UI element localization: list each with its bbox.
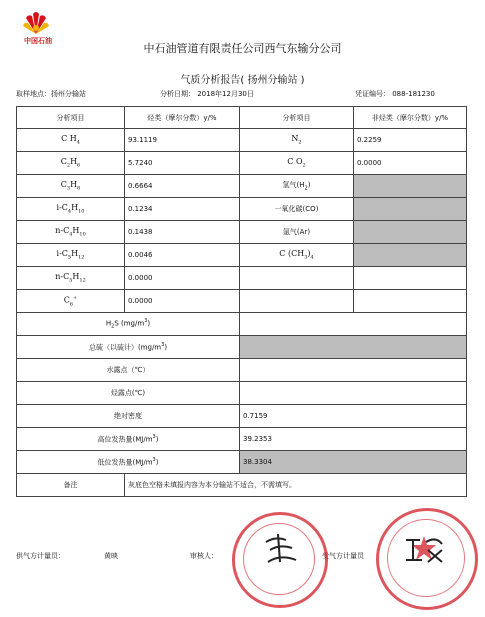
auditor-signature — [262, 532, 302, 566]
property-row — [17, 428, 467, 451]
gas-analysis-table — [16, 106, 467, 497]
header-hydrocarbon: 烃类（摩尔分数）y/% — [125, 107, 240, 129]
table-row — [17, 198, 467, 221]
component-label: $C_6^+$ — [17, 290, 125, 313]
report-title: 气质分析报告( 扬州分输站 ) — [180, 75, 305, 86]
property-label: 总硫（以硫计）$(mg/m^3)$ — [17, 336, 240, 359]
component-value: 0.1438 — [125, 221, 240, 244]
supplier-metering-name: 黄映 — [104, 552, 118, 560]
na-cell — [354, 244, 467, 267]
empty-cell — [240, 290, 354, 313]
supplier-metering-label: 供气方计量员： — [16, 552, 65, 560]
property-row — [17, 359, 467, 382]
property-label: 高位发热量$(MJ/m^3)$ — [17, 428, 240, 451]
component-label: $C_2H_6$ — [17, 152, 125, 175]
sampling-site: 取样地点：扬州分输站 — [16, 90, 86, 98]
receiver-signature — [402, 532, 446, 566]
empty-cell — [354, 267, 467, 290]
component-value: 5.7240 — [125, 152, 240, 175]
table-row — [17, 290, 467, 313]
remark-row — [17, 474, 467, 497]
property-label: 烃露点(℃) — [17, 382, 240, 405]
property-label: $H_2S$ $(mg/m^3)$ — [17, 313, 240, 336]
empty-cell — [240, 267, 354, 290]
na-cell — [354, 198, 467, 221]
component-label: C $(CH_3)_4$ — [240, 244, 354, 267]
property-value: 0.7159 — [240, 405, 467, 428]
property-label: 绝对密度 — [17, 405, 240, 428]
company-name: 中石油管道有限责任公司西气东输分公司 — [143, 42, 342, 55]
table-header-row — [17, 107, 467, 129]
property-label: 低位发热量$(MJ/m^3)$ — [17, 451, 240, 474]
header-non-hydrocarbon: 非烃类（摩尔分数）y/% — [354, 107, 467, 129]
component-value: 93.1119 — [125, 129, 240, 152]
property-row — [17, 336, 467, 359]
property-value: 39.2353 — [240, 428, 467, 451]
property-value — [240, 382, 467, 405]
remark-text: 灰底色空格未填报内容为本分输站不适合，不需填写。 — [125, 474, 467, 497]
component-label: $N_2$ — [240, 129, 354, 152]
property-value — [240, 313, 467, 336]
component-label: 一氧化碳(CO) — [240, 198, 354, 221]
component-label: $n-C_4H_{10}$ — [17, 221, 125, 244]
empty-cell — [354, 290, 467, 313]
component-label: 氢气$(H_2)$ — [240, 175, 354, 198]
certificate-number: 凭证编号： 088-181230 — [355, 90, 435, 98]
component-label: $n-C_5H_{12}$ — [17, 267, 125, 290]
component-value: 0.6664 — [125, 175, 240, 198]
property-row — [17, 382, 467, 405]
component-label: $i-C_5H_{12}$ — [17, 244, 125, 267]
na-cell — [240, 336, 467, 359]
component-value: 0.0046 — [125, 244, 240, 267]
component-label: $i-C_4H_{10}$ — [17, 198, 125, 221]
table-row — [17, 175, 467, 198]
logo-text: 中国石油 — [24, 37, 52, 45]
table-row — [17, 129, 467, 152]
receiver-metering-label: 受气方计量员 — [322, 552, 364, 560]
table-row — [17, 267, 467, 290]
property-value — [240, 359, 467, 382]
table-row — [17, 221, 467, 244]
header-item-2: 分析项目 — [240, 107, 354, 129]
na-cell — [354, 175, 467, 198]
component-value: 0.0000 — [354, 152, 467, 175]
na-cell — [354, 221, 467, 244]
analysis-date: 分析日期： 2018年12月30日 — [160, 90, 254, 98]
property-label: 水露点（℃） — [17, 359, 240, 382]
component-value: 0.1234 — [125, 198, 240, 221]
component-label: 氩气(Ar) — [240, 221, 354, 244]
header-item-1: 分析项目 — [17, 107, 125, 129]
component-value: 0.2259 — [354, 129, 467, 152]
component-label: C $H_4$ — [17, 129, 125, 152]
auditor-label: 审核人： — [190, 552, 218, 560]
property-row — [17, 313, 467, 336]
table-row — [17, 152, 467, 175]
petal-logo-icon — [22, 8, 50, 36]
remark-label: 备注 — [17, 474, 125, 497]
property-row — [17, 451, 467, 474]
component-value: 0.0000 — [125, 267, 240, 290]
component-label: C $O_2$ — [240, 152, 354, 175]
property-value: 38.3304 — [240, 451, 467, 474]
property-row — [17, 405, 467, 428]
component-label: $C_3H_8$ — [17, 175, 125, 198]
table-row — [17, 244, 467, 267]
component-value: 0.0000 — [125, 290, 240, 313]
